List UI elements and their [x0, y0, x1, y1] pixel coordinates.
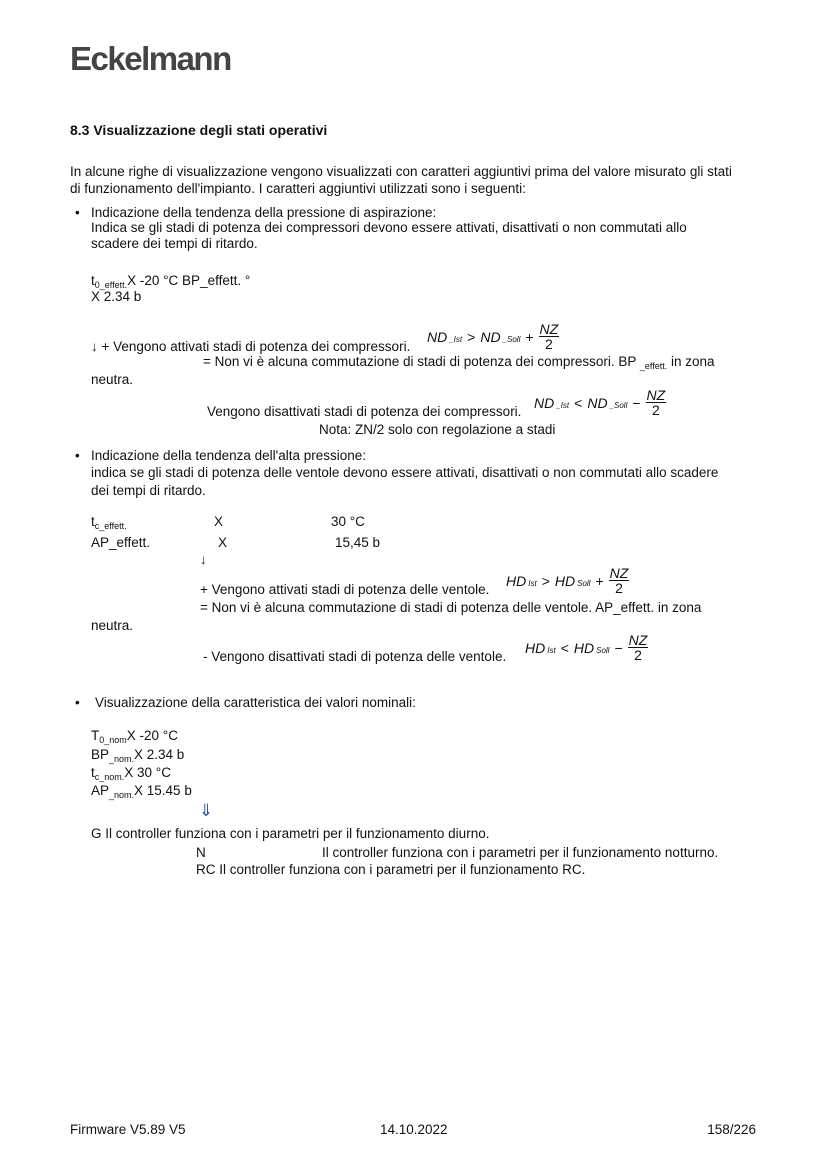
mode-rc: RC Il controller funziona con i parametri per il funzionamento RC.	[196, 862, 586, 877]
example-line: X 2.34 b	[91, 289, 142, 304]
formula-subscript: Ist	[547, 646, 556, 655]
formula-term: ND	[427, 328, 448, 345]
formula-term: ND	[534, 394, 555, 411]
formula-subscript: _Ist	[556, 401, 570, 410]
formula-hd-increase	[506, 566, 629, 595]
bullet-text: scadere dei tempi di ritardo.	[91, 236, 258, 251]
example-label: $t_{c\_effett.}$	[91, 514, 127, 531]
bullet-text: Indica se gli stadi di potenza dei compressori devono essere attivati, disattivati o non commutati allo	[91, 220, 687, 235]
double-down-arrow-icon: ⇓	[199, 801, 214, 820]
example-x: X	[218, 535, 228, 550]
formula-subscript: _Ist	[449, 335, 463, 344]
decrease-line: Vengono disattivati stadi di potenza dei compressori.	[207, 404, 522, 419]
formula-term: HD	[506, 572, 527, 589]
note: Nota: ZN/2 solo con regolazione a stadi	[319, 422, 556, 437]
example-label: AP_effett.	[91, 535, 151, 550]
down-arrow-icon: ↓	[200, 552, 207, 567]
value: X -20 °C BP_effett. °	[127, 273, 251, 288]
formula-fraction	[628, 633, 649, 662]
formula-operator: +	[595, 572, 604, 589]
footer-firmware: Firmware V5.89 V5	[70, 1122, 186, 1137]
formula-term: ND	[587, 394, 608, 411]
increase-line: + Vengono attivati stadi di potenza delle ventole.	[200, 582, 490, 597]
formula-subscript: Soll	[577, 579, 591, 588]
formula-operator: +	[525, 328, 534, 345]
formula-operator: −	[614, 639, 623, 656]
fraction-numerator: NZ	[609, 565, 629, 581]
section-title: 8.3 Visualizzazione degli stati operativi	[70, 122, 328, 138]
fraction-denominator: 2	[615, 580, 623, 596]
intro-line: di funzionamento dell'impianto. I caratteri aggiuntivi utilizzati sono i seguenti:	[70, 181, 526, 196]
formula-term: ND	[480, 328, 501, 345]
fraction-numerator: NZ	[539, 321, 559, 337]
fraction-numerator: NZ	[646, 387, 666, 403]
example-x: X	[214, 514, 224, 529]
example-value: 30 °C	[331, 514, 365, 529]
bullet: •	[75, 695, 80, 710]
formula-subscript: _Soll	[609, 401, 628, 410]
formula-operator: <	[574, 394, 583, 411]
decrease-line: - Vengono disattivati stadi di potenza delle ventole.	[203, 649, 507, 664]
bullet-text: Indicazione della tendenza della pressione di aspirazione:	[91, 205, 437, 220]
neutral-line-cont: neutra.	[91, 618, 134, 633]
bullet-text: Indicazione della tendenza dell'alta pressione:	[91, 448, 367, 463]
bullet: •	[75, 448, 80, 463]
formula-nd-increase	[427, 322, 559, 351]
eckelmann-logo: Eckelmann	[70, 40, 231, 77]
formula-term: HD	[573, 639, 595, 656]
formula-operator: <	[560, 639, 569, 656]
bullet-text: dei tempi di ritardo.	[91, 483, 206, 498]
formula-operator: >	[467, 328, 476, 345]
formula-subscript: Soll	[596, 646, 610, 655]
formula-hd-decrease	[525, 633, 648, 662]
neutral-line: = Non vi è alcuna commutazione di stadi di potenza dei compressori. BP $_{\_effett.}$ in zona	[203, 354, 715, 371]
formula-term: HD	[525, 639, 546, 656]
bullet-text: indica se gli stadi di potenza delle ventole devono essere attivati, disattivati o non commutati allo scadere	[91, 465, 719, 480]
mode-night-key: N	[196, 845, 206, 860]
label: t	[91, 273, 95, 288]
increase-line: ↓ + Vengono attivati stadi di potenza dei compressori.	[91, 339, 411, 354]
nominal-line: $T_{0\_nom}X$ -20 °C	[91, 728, 178, 745]
fraction-numerator: NZ	[628, 632, 648, 648]
footer-date: 14.10.2022	[380, 1122, 448, 1137]
formula-subscript: Ist	[528, 579, 537, 588]
formula-operator: −	[632, 394, 641, 411]
fraction-denominator: 2	[651, 402, 660, 418]
fraction-denominator: 2	[544, 336, 553, 352]
formula-fraction	[609, 566, 630, 595]
nominal-line: $AP_{\_nom.}X$ 15.45 b	[91, 783, 192, 800]
formula-fraction	[646, 388, 667, 417]
formula-nd-decrease	[534, 388, 666, 417]
fraction-denominator: 2	[634, 647, 642, 663]
formula-fraction	[539, 322, 560, 351]
nominal-line: $t_{c\_nom.}X$ 30 °C	[91, 765, 171, 782]
mode-night-text: Il controller funziona con i parametri per il funzionamento notturno.	[322, 845, 719, 860]
nominal-line: $BP_{\_nom.}X$ 2.34 b	[91, 747, 185, 764]
bullet: •	[75, 205, 80, 220]
formula-operator: >	[541, 572, 550, 589]
intro-line: In alcune righe di visualizzazione vengono visualizzati con caratteri aggiuntivi prima del valore misurato gli stati	[70, 164, 732, 179]
subscript: 0_effett.	[94, 280, 128, 290]
formula-subscript: _Soll	[502, 335, 521, 344]
neutral-line-cont: neutra.	[91, 372, 134, 387]
mode-day: G Il controller funziona con i parametri per il funzionamento diurno.	[91, 826, 490, 841]
neutral-line: = Non vi è alcuna commutazione di stadi di potenza delle ventole. AP_effett. in zona	[200, 600, 702, 615]
example-value: 15,45 b	[335, 535, 381, 550]
formula-term: HD	[554, 572, 576, 589]
bullet-text: Visualizzazione della caratteristica dei valori nominali:	[95, 695, 416, 710]
footer-page-number: 158/226	[707, 1122, 756, 1137]
